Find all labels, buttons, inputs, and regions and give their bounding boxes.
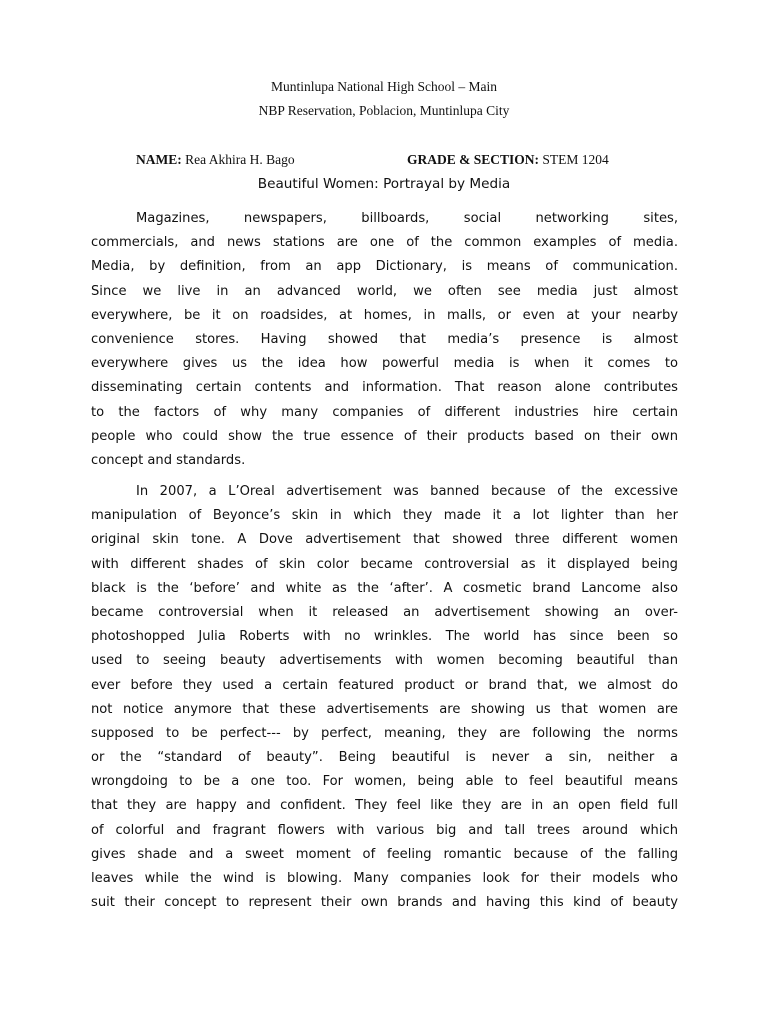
- grade-label: GRADE & SECTION:: [407, 152, 540, 167]
- paragraph-2: [91, 480, 678, 915]
- paragraph-line: ever before they used a certain featured product or brand that, we almost do: [91, 677, 678, 693]
- paragraph-line: that they are happy and confident. They feel like they are in an open field full: [91, 798, 678, 814]
- paragraph-line: supposed to be perfect--- by perfect, meaning, they are following the norms: [91, 725, 678, 741]
- paragraph-line: gives shade and a sweet moment of feeling romantic because of the falling: [91, 846, 678, 862]
- grade-section-field: [407, 152, 609, 168]
- paragraph-line: commercials, and news stations are one of the common examples of media.: [91, 235, 678, 251]
- paragraph-line: concept and standards.: [91, 452, 246, 468]
- student-name-field: [136, 152, 295, 168]
- name-label: NAME:: [136, 152, 182, 167]
- paragraph-line: to the factors of why many companies of different industries hire certain: [91, 404, 678, 420]
- paragraph-line: Magazines, newspapers, billboards, social networking sites,: [136, 211, 678, 226]
- paragraph-line: original skin tone. A Dove advertisement that showed three different women: [91, 532, 678, 548]
- paragraph-line: everywhere, be it on roadsides, at homes, in malls, or even at your nearby: [91, 307, 678, 323]
- paragraph-line: Media, by definition, from an app Dictionary, is means of communication.: [91, 259, 678, 275]
- paragraph-line: used to seeing beauty advertisements with women becoming beautiful than: [91, 653, 678, 669]
- paragraph-line: people who could show the true essence of their products based on their own: [91, 428, 678, 444]
- paragraph-line: convenience stores. Having showed that media’s presence is almost: [91, 331, 678, 347]
- name-value: Rea Akhira H. Bago: [185, 152, 295, 167]
- paragraph-line: wrongdoing to be a one too. For women, being able to feel beautiful means: [91, 774, 678, 790]
- paragraph-line: manipulation of Beyonce’s skin in which they made it a lot lighter than her: [91, 508, 678, 524]
- paragraph-line: became controversial when it released an advertisement showing an over-: [91, 604, 678, 620]
- school-address: NBP Reservation, Poblacion, Muntinlupa City: [258, 103, 510, 118]
- grade-value: STEM 1204: [542, 152, 609, 167]
- paragraph-line: disseminating certain contents and information. That reason alone contributes: [91, 380, 678, 396]
- paragraph-line: Since we live in an advanced world, we often see media just almost: [91, 283, 678, 299]
- essay-title: Beautiful Women: Portrayal by Media: [257, 176, 511, 192]
- paragraph-line: leaves while the wind is blowing. Many companies look for their models who: [91, 871, 678, 886]
- school-name: Muntinlupa National High School – Main: [270, 79, 498, 94]
- paragraph-line: of colorful and fragrant flowers with various big and tall trees around which: [91, 822, 678, 838]
- paragraph-line: with different shades of skin color became controversial as it displayed being: [91, 556, 678, 572]
- paragraph-line: photoshopped Julia Roberts with no wrinkles. The world has since been so: [91, 629, 678, 645]
- paragraph-line: or the “standard of beauty”. Being beautiful is never a sin, neither a: [91, 750, 678, 766]
- paragraph-line: not notice anymore that these advertisements are showing us that women are: [91, 701, 678, 717]
- paragraph-line: In 2007, a L’Oreal advertisement was banned because of the excessive: [136, 484, 678, 499]
- paragraph-line: suit their concept to represent their own brands and having this kind of beauty: [91, 895, 678, 911]
- paragraph-line: everywhere gives us the idea how powerful media is when it comes to: [91, 356, 678, 372]
- paragraph-1: [91, 207, 678, 473]
- paragraph-line: black is the ‘before’ and white as the ‘after’. A cosmetic brand Lancome also: [91, 580, 678, 596]
